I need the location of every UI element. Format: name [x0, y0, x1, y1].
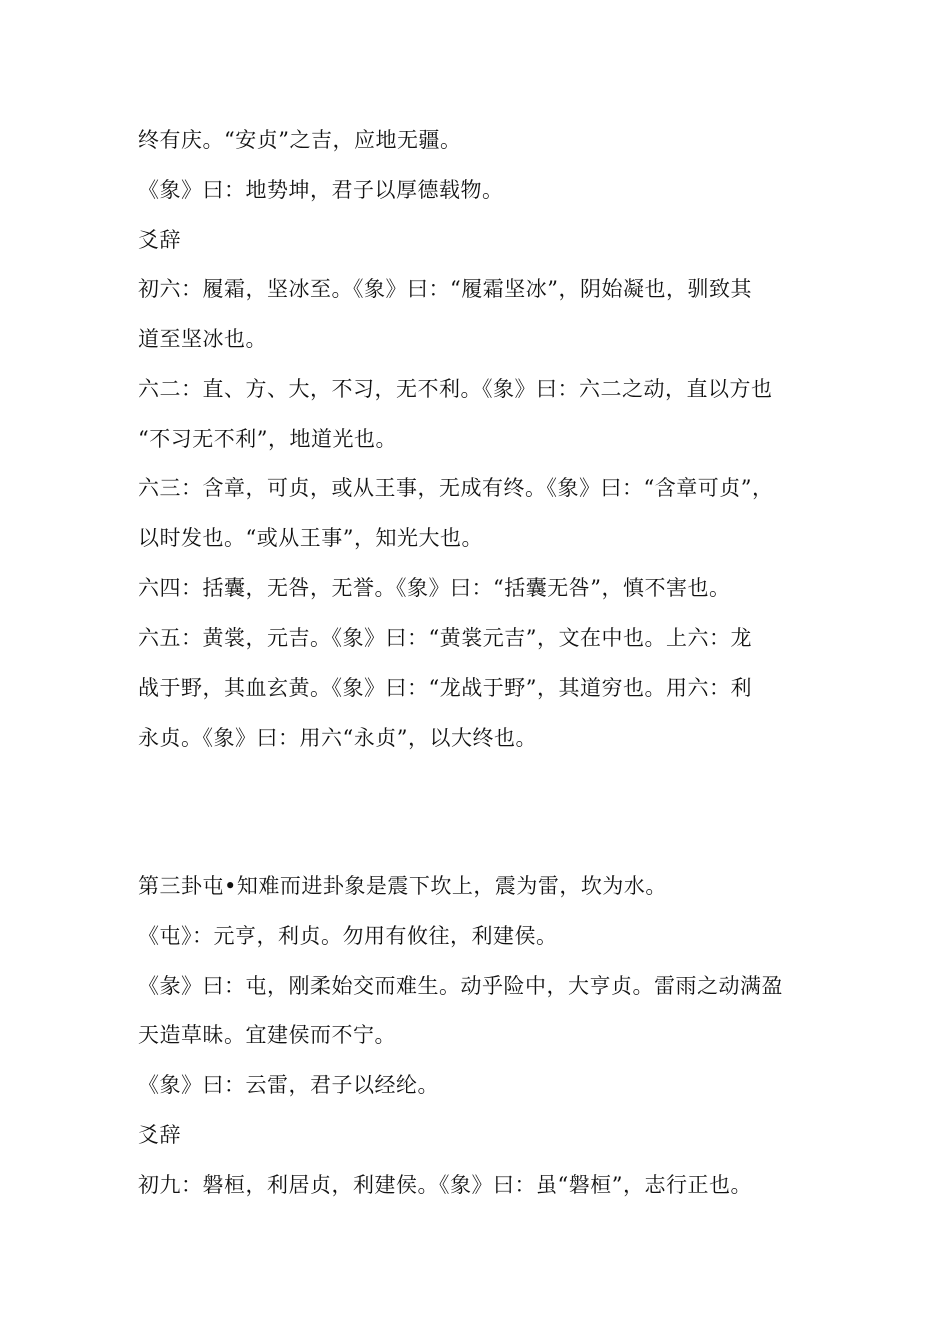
text-line: 天造草昧。宜建侯而不宁。 [138, 1023, 396, 1047]
text-line: 《象》曰：地势坤，君子以厚德载物。 [138, 178, 504, 202]
text-line: 《象》曰：云雷，君子以经纶。 [138, 1073, 439, 1097]
text-line: 六三：含章，可贞，或从王事，无成有终。《象》曰：“含章可贞”， [138, 476, 774, 500]
text-line: 终有庆。“安贞”之吉，应地无疆。 [138, 128, 462, 152]
text-line: 初九：磐桓，利居贞，利建侯。《象》曰：虽“磐桓”，志行正也。 [138, 1173, 752, 1197]
text-line: 初六：履霜，坚冰至。《象》曰：“履霜坚冰”，阴始凝也，驯致其 [138, 277, 752, 301]
section-heading: 爻辞 [138, 228, 181, 252]
hexagram-title: 第三卦屯•知难而进卦象是震下坎上，震为雷，坎为水。 [138, 874, 667, 898]
text-line: 永贞。《象》曰：用六“永贞”，以大终也。 [138, 726, 537, 750]
text-line: 《彖》曰：屯，刚柔始交而难生。动乎险中，大亨贞。雷雨之动满盈 [138, 974, 783, 998]
section-heading: 爻辞 [138, 1123, 181, 1147]
text-line: 六四：括囊，无咎，无誉。《象》曰：“括囊无咎”，慎不害也。 [138, 576, 731, 600]
text-line: 六二：直、方、大，不习，无不利。《象》曰：六二之动，直以方也 [138, 377, 773, 401]
text-line: 六五：黄裳，元吉。《象》曰：“黄裳元吉”，文在中也。上六：龙 [138, 626, 752, 650]
text-line: 以时发也。“或从王事”，知光大也。 [138, 526, 483, 550]
text-line: “不习无不利”，地道光也。 [138, 427, 397, 451]
text-line: 战于野，其血玄黄。《象》曰：“龙战于野”，其道穷也。用六：利 [138, 676, 752, 700]
text-line: 《屯》：元亨，利贞。勿用有攸往，利建侯。 [138, 924, 558, 948]
text-line: 道至坚冰也。 [138, 327, 267, 351]
